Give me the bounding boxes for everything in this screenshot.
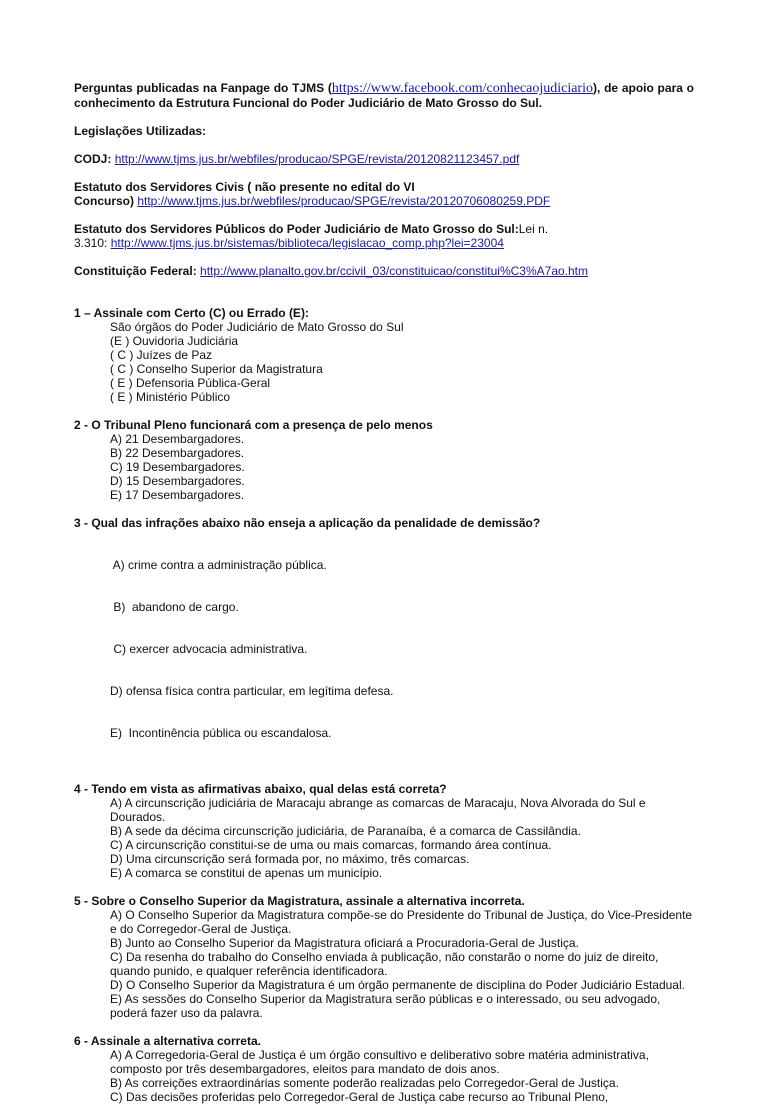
estatuto-civis-line1: Estatuto dos Servidores Civis ( não presente no edital do VI [74,180,415,194]
question-option: C) A circunscrição constitui-se de uma ou mais comarcas, formando área contínua. [110,838,552,852]
estatuto-publicos-label: Estatuto dos Servidores Públicos do Poder Judiciário de Mato Grosso do Sul: [74,222,519,236]
question-3 [74,516,694,768]
question-1 [74,306,694,404]
question-option: ( C ) Juízes de Paz [110,348,213,362]
question-option: A) crime contra a administração pública. [110,558,327,572]
law-number-a: Lei n. [518,222,549,236]
question-option: E) 17 Desembargadores. [110,488,245,502]
estatuto-civis-label: Concurso) [74,194,134,208]
constituicao-label: Constituição Federal: [74,264,197,278]
codj-label: CODJ: [74,152,112,166]
law-number-b: 3.310: [74,236,108,250]
question-option: D) O Conselho Superior da Magistratura é um órgão permanente de disciplina do Poder Judiciário Estadual. [110,978,685,992]
legislacoes-heading: Legislações Utilizadas: [74,124,207,138]
intro-text-start: Perguntas publicadas na Fanpage do TJMS ( [74,81,332,95]
question-option: D) ofensa física contra particular, em legítima defesa. [110,684,394,698]
question-option: D) 15 Desembargadores. [110,474,245,488]
question-option: B) Junto ao Conselho Superior da Magistratura oficiará a Procuradoria-Geral de Justiça. [110,936,579,950]
question-option: A) A circunscrição judiciária de Maracaju abrange as comarcas de Maracaju, Nova Alvorada do Sul e Dourados. [110,796,646,824]
question-option: B) A sede da décima circunscrição judiciária, de Paranaíba, é a comarca de Cassilândia. [110,824,581,838]
question-4 [74,782,694,880]
intro-text-end: ), de apoio para o conhecimento da Estrutura Funcional do Poder Judiciário de Mato Grosso do Sul. [74,81,694,110]
question-option: C) Da resenha do trabalho do Conselho enviada à publicação, não constarão o nome do juiz de direito, quando punido, e qualquer referência identificadora. [110,950,659,978]
estatuto-publicos-line1 [74,222,694,236]
estatuto-civis-link[interactable]: http://www.tjms.jus.br/webfiles/producao/SPGE/revista/20120706080259.PDF [137,194,551,208]
constituicao-link[interactable]: http://www.planalto.gov.br/ccivil_03/constituicao/constitui%C3%A7ao.htm [200,264,589,278]
facebook-link[interactable]: https://www.facebook.com/conhecaojudiciario [331,81,593,96]
question-option: ( C ) Conselho Superior da Magistratura [110,362,323,376]
question-option: C) Das decisões proferidas pelo Corregedor-Geral de Justiça cabe recurso ao Tribunal Pleno, [110,1090,609,1104]
question-title: 6 - Assinale a alternativa correta. [74,1034,261,1048]
question-option: ( E ) Ministério Público [110,390,231,404]
question-option: C) 19 Desembargadores. [110,460,245,474]
question-title: 4 - Tendo em vista as afirmativas abaixo, qual delas está correta? [74,782,447,796]
question-title: 5 - Sobre o Conselho Superior da Magistratura, assinale a alternativa incorreta. [74,894,525,908]
question-option: (E ) Ouvidoria Judiciária [110,334,239,348]
question-title: 1 – Assinale com Certo (C) ou Errado (E): [74,306,309,320]
codj-link[interactable]: http://www.tjms.jus.br/webfiles/producao/SPGE/revista/20120821123457.pdf [114,152,520,166]
question-statement: São órgãos do Poder Judiciário de Mato Grosso do Sul [110,320,404,334]
question-option: E) Incontinência pública ou escandalosa. [110,726,332,740]
question-option: B) 22 Desembargadores. [110,446,245,460]
question-option: B) As correições extraordinárias somente poderão realizadas pelo Corregedor-Geral de Justiça. [110,1076,619,1090]
estatuto-civis-line2 [74,194,694,208]
question-option: D) Uma circunscrição será formada por, no máximo, três comarcas. [110,852,470,866]
question-option: C) exercer advocacia administrativa. [110,642,308,656]
question-title: 3 - Qual das infrações abaixo não enseja a aplicação da penalidade de demissão? [74,516,541,530]
question-option: B) abandono de cargo. [110,600,239,614]
intro-paragraph [74,81,694,110]
estatuto-publicos-link[interactable]: http://www.tjms.jus.br/sistemas/biblioteca/legislacao_comp.php?lei=23004 [110,236,504,250]
question-6 [74,1034,694,1104]
question-title: 2 - O Tribunal Pleno funcionará com a presença de pelo menos [74,418,433,432]
question-option: ( E ) Defensoria Pública-Geral [110,376,271,390]
document-body [74,81,694,1104]
estatuto-publicos-line2 [74,236,694,250]
question-option: A) 21 Desembargadores. [110,432,245,446]
question-option: E) A comarca se constitui de apenas um município. [110,866,383,880]
codj-line [74,152,694,166]
constituicao-line [74,264,694,278]
question-2 [74,418,694,502]
question-option: A) O Conselho Superior da Magistratura compõe-se do Presidente do Tribunal de Justiça, do Vice-Presidente e do Corregedor-Geral de Justiça. [110,908,693,936]
question-5 [74,894,694,1020]
question-option: E) As sessões do Conselho Superior da Magistratura serão públicas e o interessado, ou seu advogado, poderá fazer uso da palavra. [110,992,661,1020]
question-option: A) A Corregedoria-Geral de Justiça é um órgão consultivo e deliberativo sobre matéria administrativa, composto por três desembargadores, eleitos para mandato de dois anos. [110,1048,649,1076]
